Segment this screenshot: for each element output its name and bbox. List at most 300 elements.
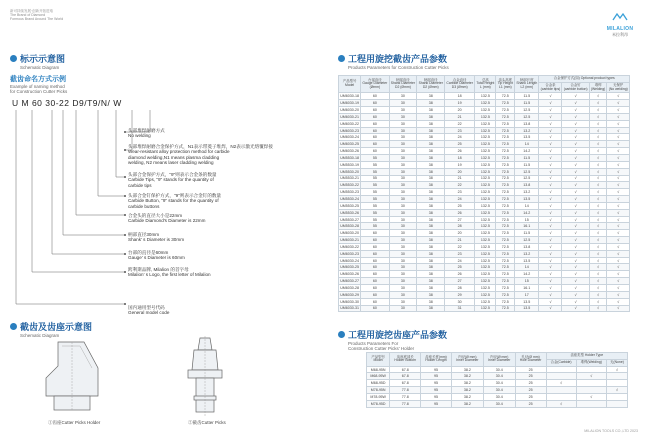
table-cell: UM6030-20 <box>340 231 359 236</box>
table-cell: 21 <box>445 175 475 182</box>
holder-diagram-title: 截齿及齿座示意图 <box>20 322 93 332</box>
table-cell: 17 <box>515 291 539 298</box>
table-cell: UM6030-30 <box>340 299 359 304</box>
table-cell: 29 <box>445 291 475 298</box>
table-cell: M78-95N <box>367 387 390 394</box>
table-cell: √ <box>589 230 607 237</box>
col-header: 台部直径 Gauge Diameter (Ømm) <box>361 76 389 93</box>
col-header: 产品型号 Model <box>367 353 390 367</box>
table-cell: 16.1 <box>515 285 539 292</box>
table-cell: 95 <box>421 393 452 400</box>
table-cell: √ <box>539 264 562 271</box>
brand-logo <box>600 8 640 38</box>
annotation-shank-diameter: 柄部直径30mm Shank' s Diameter is 30mm <box>128 232 185 243</box>
table-cell: 13.5 <box>515 257 539 264</box>
table-cell: √ <box>589 168 607 175</box>
table-cell: √ <box>607 196 630 203</box>
table-row <box>339 196 630 203</box>
table-cell: √ <box>546 400 576 407</box>
table-cell: 25 <box>515 380 546 387</box>
table-cell: UM5530-26 <box>340 210 359 215</box>
table-cell: √ <box>589 107 607 114</box>
table-row <box>339 264 630 271</box>
table-cell: 132.5 <box>475 189 496 196</box>
table-cell: 55 <box>361 209 389 216</box>
tagline-en-1: The Brand of Diamond <box>10 13 46 18</box>
table-cell: 30 <box>389 134 417 141</box>
table-cell: 30 <box>389 100 417 107</box>
col-header: 堆焊(Welding) <box>576 359 606 366</box>
table-cell: UM6030-20 <box>340 108 359 112</box>
table-cell: UM6030-26 <box>340 272 359 277</box>
table-cell: 11.5 <box>515 154 539 161</box>
table-cell: 72.5 <box>496 182 515 189</box>
table-cell: 16.1 <box>515 223 539 230</box>
table-cell: 60 <box>361 298 389 305</box>
table-cell: 38 <box>417 107 445 114</box>
table-cell: √ <box>539 107 562 114</box>
tagline-cn: 新可持续发展·创新开拓进取 <box>10 9 54 13</box>
table-cell: 27 <box>445 278 475 285</box>
table-cell: 30.4 <box>483 393 515 400</box>
table-cell: 38 <box>417 182 445 189</box>
table-cell: 60 <box>361 113 389 120</box>
table-cell: UM5530-18 <box>340 155 359 160</box>
table-cell: 30.4 <box>483 387 515 394</box>
table-cell: UM5530-20 <box>340 169 359 174</box>
table-row <box>339 243 630 250</box>
table-row <box>367 387 628 394</box>
table-cell: √ <box>562 285 589 292</box>
table-cell: √ <box>539 189 562 196</box>
table-cell: 30.4 <box>483 400 515 407</box>
table-row <box>339 120 630 127</box>
table-cell: M68-95N <box>367 366 390 373</box>
table-cell: 26 <box>445 148 475 155</box>
table-cell: √ <box>606 366 627 373</box>
table-cell: 13.8 <box>515 243 539 250</box>
table-cell: 30.4 <box>483 373 515 380</box>
table-row <box>339 182 630 189</box>
table-cell: √ <box>539 285 562 292</box>
table-cell: 132.5 <box>475 148 496 155</box>
table-cell: 14 <box>515 264 539 271</box>
table-cell: 21 <box>445 237 475 244</box>
table-cell: UM6030-24 <box>340 258 359 263</box>
table-cell: UM6030-25 <box>340 265 359 270</box>
table-cell: M68-95D <box>367 380 390 387</box>
table-cell: 67.8 <box>390 373 421 380</box>
table-row <box>339 161 630 168</box>
table-cell: 72.5 <box>496 250 515 257</box>
table-cell: √ <box>562 264 589 271</box>
table-cell: UM5530-27 <box>340 217 359 222</box>
table-cell: √ <box>562 202 589 209</box>
table-cell: √ <box>539 209 562 216</box>
table-cell: 55 <box>361 202 389 209</box>
table-cell: 38 <box>417 120 445 127</box>
table-row <box>339 209 630 216</box>
table-cell: √ <box>589 196 607 203</box>
table-cell: √ <box>589 113 607 120</box>
table-cell: 13.5 <box>515 305 539 312</box>
table-cell: 30 <box>389 250 417 257</box>
table-cell: √ <box>539 113 562 120</box>
table-cell: 38 <box>417 113 445 120</box>
table-cell: 60 <box>361 100 389 107</box>
col-header: 内径(Ø mm) Inner Diameter <box>483 353 515 367</box>
holder-table-section <box>338 328 447 351</box>
group-header: 齿座类型 Holder Type <box>546 353 627 360</box>
table-cell: 132.5 <box>475 305 496 312</box>
bullet-icon <box>10 55 17 62</box>
table-cell: 60 <box>361 264 389 271</box>
table-cell: √ <box>589 298 607 305</box>
table-cell: 60 <box>361 107 389 114</box>
table-cell: √ <box>589 202 607 209</box>
table-cell: √ <box>607 182 630 189</box>
col-header: 内径(Ø mm) Inner Diameter <box>451 353 483 367</box>
table-cell: 30 <box>445 298 475 305</box>
table-cell: 13.8 <box>515 120 539 127</box>
table-cell: 28 <box>445 223 475 230</box>
table-cell: 72.5 <box>496 189 515 196</box>
table-cell: 38.2 <box>451 373 483 380</box>
table-cell: 72.5 <box>496 230 515 237</box>
table-cell: 67.8 <box>390 366 421 373</box>
table-cell: 13.2 <box>515 250 539 257</box>
table-cell <box>606 400 627 407</box>
table-cell: 38 <box>417 278 445 285</box>
table-cell: √ <box>562 168 589 175</box>
table-cell: 30 <box>389 154 417 161</box>
table-cell: 132.5 <box>475 278 496 285</box>
table-cell: 72.5 <box>496 209 515 216</box>
table-row <box>339 141 630 148</box>
table-cell: 13.5 <box>515 134 539 141</box>
table-cell: 30 <box>389 196 417 203</box>
table-cell: √ <box>607 113 630 120</box>
table-cell: 60 <box>361 230 389 237</box>
table-cell: √ <box>606 387 627 394</box>
page-header-tagline <box>10 9 63 22</box>
table-cell: 60 <box>361 134 389 141</box>
table-cell: 72.5 <box>496 154 515 161</box>
annotation-carbide-diameter: 合金头的直径大小是22mm Carbide Diamond's Diameter is 22mm <box>128 213 206 224</box>
table-cell: √ <box>589 216 607 223</box>
table-cell: 11.5 <box>515 230 539 237</box>
table-cell: √ <box>589 141 607 148</box>
table-cell: 38 <box>417 291 445 298</box>
table-cell: √ <box>539 134 562 141</box>
table-cell: 11.5 <box>515 93 539 100</box>
table-cell: 38 <box>417 141 445 148</box>
table-cell: UM6030-26 <box>340 149 359 154</box>
table-cell: √ <box>589 209 607 216</box>
table-row <box>339 100 630 107</box>
table-cell: UM5530-19 <box>340 162 359 167</box>
col-header: 齿座底部长 Holder Bottom <box>390 353 421 367</box>
table-row <box>339 223 630 230</box>
table-cell: 20 <box>445 230 475 237</box>
table-cell: √ <box>539 202 562 209</box>
table-cell: 30 <box>389 141 417 148</box>
table-cell: √ <box>562 230 589 237</box>
table-cell: 72.5 <box>496 100 515 107</box>
annotation-logo: 跨利斯品牌, Milalion 的首字母 Milalion' s Logo, the first letter of Milalion <box>128 267 211 278</box>
table-cell: M78-95D <box>367 400 390 407</box>
table-cell: 22 <box>445 182 475 189</box>
table-cell: 14.2 <box>515 148 539 155</box>
table-cell: √ <box>562 298 589 305</box>
holder-caption: ①齿座Cutter Picks Holder <box>48 420 101 425</box>
table-cell: √ <box>562 189 589 196</box>
table-cell: √ <box>607 278 630 285</box>
table-cell: 38 <box>417 264 445 271</box>
table-row <box>339 285 630 292</box>
table-cell: 26 <box>445 271 475 278</box>
table-cell: 55 <box>361 154 389 161</box>
table-cell: √ <box>607 168 630 175</box>
table-cell: 30 <box>389 161 417 168</box>
table-cell: 60 <box>361 250 389 257</box>
table-cell: 24 <box>445 257 475 264</box>
table-cell <box>576 387 606 394</box>
table-cell: 38.2 <box>451 366 483 373</box>
table-cell: √ <box>607 154 630 161</box>
naming-example <box>10 74 67 94</box>
table-cell: 132.5 <box>475 202 496 209</box>
table-cell: √ <box>562 278 589 285</box>
table-cell: √ <box>607 120 630 127</box>
table-cell: √ <box>607 100 630 107</box>
table-cell: 72.5 <box>496 216 515 223</box>
table-row <box>339 189 630 196</box>
table-cell: √ <box>589 93 607 100</box>
table-row <box>339 107 630 114</box>
table-cell: 30 <box>389 209 417 216</box>
picks-table-title: 工程用旋挖截齿产品参数 <box>348 54 448 64</box>
table-cell: 132.5 <box>475 237 496 244</box>
table-cell: 72.5 <box>496 141 515 148</box>
table-cell: 77.8 <box>390 400 421 407</box>
table-cell: 18 <box>445 154 475 161</box>
table-cell: √ <box>562 223 589 230</box>
table-cell: 132.5 <box>475 154 496 161</box>
table-cell: 14 <box>515 141 539 148</box>
table-cell: UM6030-23 <box>340 128 359 133</box>
table-cell: UM6030-28 <box>340 285 359 290</box>
table-cell: 24 <box>445 196 475 203</box>
table-cell: √ <box>539 257 562 264</box>
model-code: U M 60 30-22 D9/T9/N/ W <box>12 98 122 108</box>
holder-diagram-section <box>10 320 92 338</box>
table-cell <box>546 366 576 373</box>
schematic-title: 标示示意图 <box>20 54 66 64</box>
table-cell: 55 <box>361 161 389 168</box>
table-cell: UM6030-24 <box>340 135 359 140</box>
bullet-icon <box>338 331 345 338</box>
table-cell: 72.5 <box>496 148 515 155</box>
table-cell: 30 <box>389 168 417 175</box>
table-cell: √ <box>539 93 562 100</box>
table-cell: 60 <box>361 148 389 155</box>
table-cell: 12.5 <box>515 113 539 120</box>
table-cell: √ <box>607 134 630 141</box>
table-cell: √ <box>607 230 630 237</box>
table-cell: 132.5 <box>475 120 496 127</box>
table-cell: 38 <box>417 305 445 312</box>
table-row <box>339 237 630 244</box>
table-row <box>339 113 630 120</box>
table-cell: 60 <box>361 243 389 250</box>
table-cell: 132.5 <box>475 264 496 271</box>
table-row <box>367 366 628 373</box>
annotation-general-code: 国内通用型号代码 General model code <box>128 305 170 316</box>
table-row <box>339 154 630 161</box>
table-cell: 72.5 <box>496 93 515 100</box>
table-cell: 60 <box>361 278 389 285</box>
table-cell: √ <box>539 127 562 134</box>
table-cell: 38 <box>417 209 445 216</box>
table-cell: 72.5 <box>496 127 515 134</box>
table-cell: 55 <box>361 189 389 196</box>
table-cell: 13.8 <box>515 182 539 189</box>
table-cell: 60 <box>361 141 389 148</box>
table-cell: 12.5 <box>515 237 539 244</box>
table-cell: √ <box>539 298 562 305</box>
table-row <box>339 305 630 312</box>
table-row <box>339 257 630 264</box>
table-cell: √ <box>539 161 562 168</box>
table-cell: 72.5 <box>496 298 515 305</box>
table-cell: M78-95W <box>367 393 390 400</box>
table-cell: √ <box>607 175 630 182</box>
annotation-carbide-buttons: 头部合金钉保护方式，"9"则表示合金钉的数量 Carbide Button, "9" stands for the quantity of carbide buttons <box>128 193 222 209</box>
table-cell: 38 <box>417 93 445 100</box>
table-cell: 132.5 <box>475 257 496 264</box>
table-cell: UM6030-19 <box>340 101 359 106</box>
table-cell: UM6030-27 <box>340 279 359 284</box>
picks-table-section <box>338 52 449 70</box>
table-cell: √ <box>562 305 589 312</box>
table-cell: 60 <box>361 285 389 292</box>
table-cell: 38 <box>417 127 445 134</box>
table-cell: 30 <box>389 127 417 134</box>
table-cell: √ <box>607 305 630 312</box>
table-cell: 132.5 <box>475 230 496 237</box>
table-cell: 72.5 <box>496 161 515 168</box>
table-cell: 60 <box>361 257 389 264</box>
table-cell: 72.5 <box>496 291 515 298</box>
col-header: 齿座长度(mm) Holder Length <box>421 353 452 367</box>
table-cell: 12.5 <box>515 175 539 182</box>
table-row <box>367 393 628 400</box>
table-cell: 25 <box>515 393 546 400</box>
table-cell: 14 <box>515 202 539 209</box>
table-cell: √ <box>607 291 630 298</box>
table-cell: 72.5 <box>496 264 515 271</box>
table-cell: 132.5 <box>475 216 496 223</box>
table-cell: 132.5 <box>475 298 496 305</box>
table-cell: 38.2 <box>451 387 483 394</box>
table-cell: √ <box>589 148 607 155</box>
table-cell: 77.8 <box>390 393 421 400</box>
table-cell: 95 <box>421 373 452 380</box>
table-cell: 30 <box>389 189 417 196</box>
table-row <box>339 250 630 257</box>
table-cell: √ <box>607 285 630 292</box>
table-cell: UM5530-21 <box>340 176 359 181</box>
table-cell: 20 <box>445 168 475 175</box>
table-cell: 14.2 <box>515 209 539 216</box>
table-cell: 30 <box>389 264 417 271</box>
table-cell: 11.5 <box>515 161 539 168</box>
table-cell: √ <box>607 127 630 134</box>
table-cell: UM5530-25 <box>340 203 359 208</box>
table-cell: UM5530-22 <box>340 183 359 188</box>
naming-subtitle-1: Example of naming method <box>10 84 65 89</box>
col-header: 合金(Carbide) <box>546 359 576 366</box>
table-cell: 25 <box>515 373 546 380</box>
table-cell: √ <box>562 148 589 155</box>
table-cell: √ <box>589 264 607 271</box>
table-cell: √ <box>539 230 562 237</box>
table-row <box>339 230 630 237</box>
table-cell: UM6030-21 <box>340 114 359 119</box>
annotation-welding: 头部堆焊耐磨合金保护方式，N1表示带菱子堆焊，N2表示激光熔覆焊接 Wear-resistant alloy protection method for carbide diamond welding,N1 means plasma cladding welding, N2 means laser cladding welding <box>128 144 273 165</box>
col-header: 柄部长度 Shank Length L2 (mm) <box>515 76 539 93</box>
col-header: 合金钉 (carbide button) <box>562 82 589 93</box>
table-cell: 25 <box>445 141 475 148</box>
table-cell: 132.5 <box>475 291 496 298</box>
table-cell: √ <box>589 223 607 230</box>
table-cell: 30 <box>389 237 417 244</box>
table-cell: M68-95W <box>367 373 390 380</box>
table-cell: 132.5 <box>475 168 496 175</box>
schematic-subtitle: Schematic Diagram <box>20 65 60 70</box>
table-cell: UM6030-31 <box>340 306 359 311</box>
table-row <box>339 148 630 155</box>
table-cell <box>576 400 606 407</box>
table-cell: √ <box>607 264 630 271</box>
table-cell: √ <box>562 134 589 141</box>
table-cell: 72.5 <box>496 243 515 250</box>
table-cell: 132.5 <box>475 93 496 100</box>
table-row <box>339 134 630 141</box>
naming-title: 截齿命名方式示例 <box>10 76 66 83</box>
logo-name: MILALION <box>606 26 634 32</box>
table-row <box>339 298 630 305</box>
table-cell: 30 <box>389 148 417 155</box>
table-cell: 31 <box>445 305 475 312</box>
table-cell: 38 <box>417 271 445 278</box>
table-cell: 72.5 <box>496 107 515 114</box>
table-cell: 13.5 <box>515 298 539 305</box>
table-cell: √ <box>562 107 589 114</box>
table-cell: √ <box>589 154 607 161</box>
col-header: 合金直径 Carbide Diameter D3 (Ømm) <box>445 76 475 93</box>
table-cell: √ <box>589 250 607 257</box>
table-cell: 38 <box>417 161 445 168</box>
holder-table-subtitle-2: Construction Cutter Picks' Holder <box>348 346 415 351</box>
table-cell: √ <box>562 127 589 134</box>
table-cell: 67.8 <box>390 380 421 387</box>
annotation-carbide-tips: 头部合金保护方式，"9"则表示合金条的数量 Carbide Tips, "9" stands for the quantity of carbide tips <box>128 172 217 188</box>
table-cell: √ <box>562 113 589 120</box>
table-cell: 72.5 <box>496 223 515 230</box>
table-cell: 30 <box>389 278 417 285</box>
